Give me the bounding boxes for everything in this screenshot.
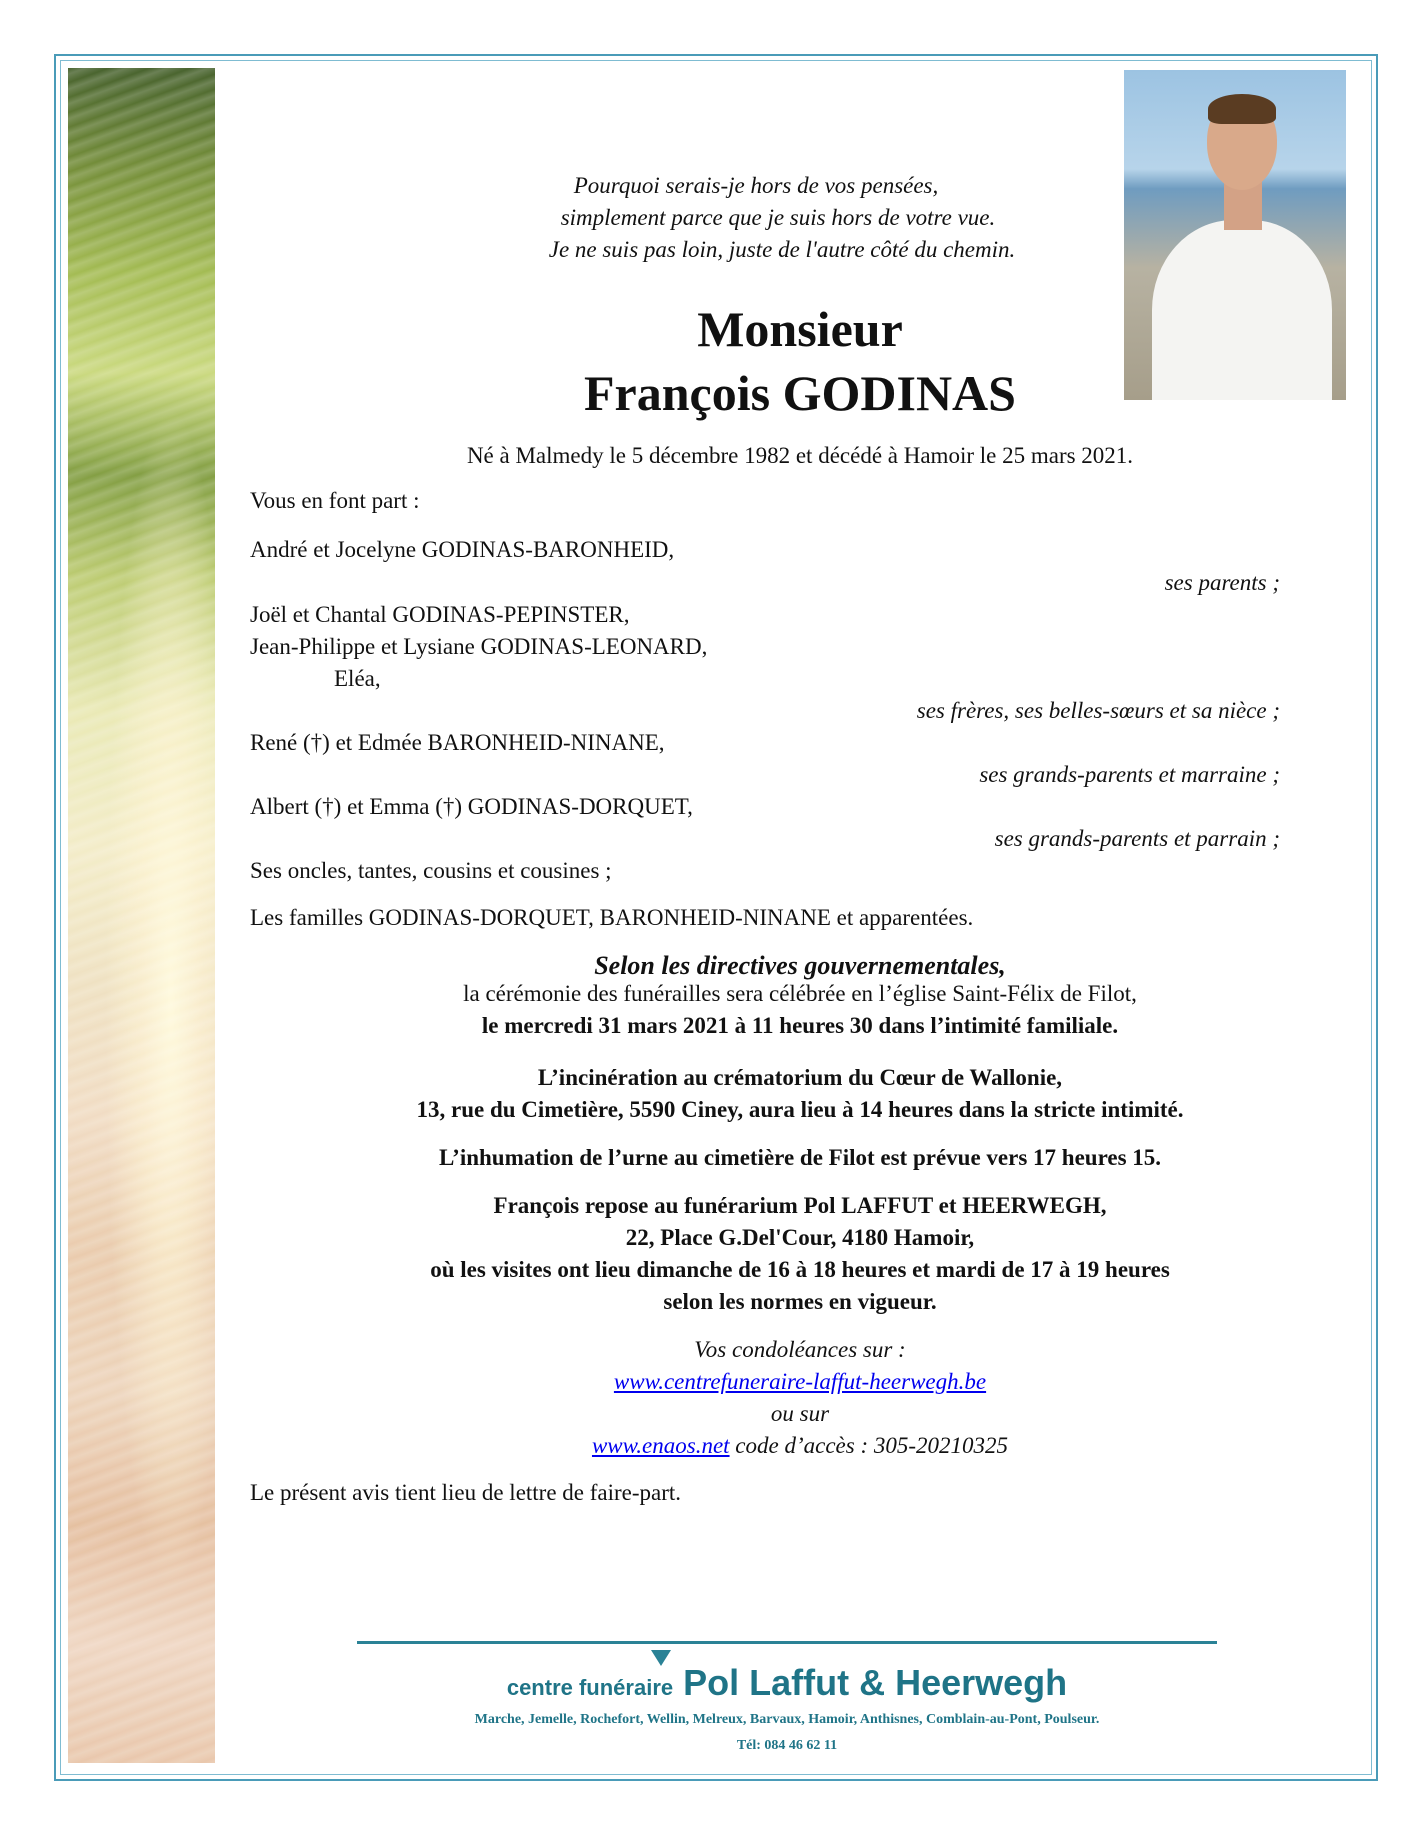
parents-relation: ses parents ; — [1164, 570, 1280, 595]
ceremony-heading: Selon les directives gouvernementales, — [594, 951, 1006, 980]
access-code: code d’accès : 305-20210325 — [729, 1433, 1009, 1458]
condolences-link-1[interactable]: www.centrefuneraire-laffut-heerwegh.be — [613, 1369, 987, 1394]
forest-path-image — [68, 68, 215, 1763]
visitation-line-2: 22, Place G.Del'Cour, 4180 Hamoir, — [625, 1225, 975, 1250]
condolences-link-2[interactable]: www.enaos.net — [591, 1433, 730, 1458]
condolences-or: ou sur — [770, 1401, 830, 1426]
cremation-line-2: 13, rue du Cimetière, 5590 Ciney, aura lieu à 14 heures dans la stricte intimité. — [416, 1097, 1184, 1122]
grandparents2-relation: ses grands-parents et parrain ; — [994, 826, 1280, 851]
visitation-line-4: selon les normes en vigueur. — [663, 1289, 937, 1314]
ceremony-block — [270, 950, 1330, 1042]
burial-block — [270, 1142, 1330, 1174]
grandparents1-names: René (†) et Edmée BARONHEID-NINANE, — [250, 730, 665, 755]
families-line: Les familles GODINAS-DORQUET, BARONHEID-NINANE et apparentées. — [250, 905, 974, 930]
visitation-block — [270, 1190, 1330, 1318]
logo-name: Pol Laffut & Heerwegh — [683, 1662, 1068, 1703]
uncles-aunts: Ses oncles, tantes, cousins et cousines ; — [250, 858, 612, 883]
parents-names: André et Jocelyne GODINAS-BARONHEID, — [250, 537, 675, 562]
visitation-line-1: François repose au funérarium Pol LAFFUT et HEERWEGH, — [493, 1193, 1107, 1218]
logo-prefix: centre funéraire — [506, 1675, 674, 1700]
notice-content — [250, 0, 1310, 1833]
title-name: François GODINAS — [584, 365, 1016, 421]
grandparents2-names: Albert (†) et Emma (†) GODINAS-DORQUET, — [250, 794, 693, 819]
grandparents1-relation: ses grands-parents et marraine ; — [979, 762, 1280, 787]
cremation-block — [270, 1062, 1330, 1126]
poem — [250, 170, 1310, 266]
siblings-line-3: Eléa, — [334, 666, 381, 691]
poem-line: simplement parce que je suis hors de votre vue. — [560, 205, 996, 230]
footer-divider — [357, 1641, 1217, 1644]
visitation-line-3: où les visites ont lieu dimanche de 16 à 18 heures et mardi de 17 à 19 heures — [430, 1257, 1170, 1282]
closing-text: Le présent avis tient lieu de lettre de faire-part. — [250, 1480, 682, 1505]
siblings-line-2: Jean-Philippe et Lysiane GODINAS-LEONARD, — [250, 634, 708, 659]
ceremony-line-1: la cérémonie des funérailles sera célébrée en l’église Saint-Félix de Filot, — [463, 981, 1137, 1006]
poem-line: Pourquoi serais-je hors de vos pensées, — [573, 173, 939, 198]
footer-phone: Tél: 084 46 62 11 — [736, 1738, 838, 1753]
siblings-relation: ses frères, ses belles-sœurs et sa nièce ; — [916, 698, 1280, 723]
siblings-line-1: Joël et Chantal GODINAS-PEPINSTER, — [250, 602, 630, 627]
intro-text: Vous en font part : — [250, 488, 420, 513]
cremation-line-1: L’incinération au crématorium du Cœur de Wallonie, — [537, 1065, 1063, 1090]
condolences-intro: Vos condoléances sur : — [694, 1337, 906, 1362]
poem-line: Je ne suis pas loin, juste de l'autre côté du chemin. — [548, 237, 1016, 262]
ceremony-line-2: le mercredi 31 mars 2021 à 11 heures 30 dans l’intimité familiale. — [481, 1013, 1119, 1038]
burial-line: L’inhumation de l’urne au cimetière de Filot est prévue vers 17 heures 15. — [438, 1145, 1162, 1170]
birth-death-dates: Né à Malmedy le 5 décembre 1982 et décédé à Hamoir le 25 mars 2021. — [466, 443, 1134, 468]
footer-cities: Marche, Jemelle, Rochefort, Wellin, Melreux, Barvaux, Hamoir, Anthisnes, Comblain-au-Pont, Poulseur. — [474, 1712, 1100, 1727]
title-honorific: Monsieur — [697, 301, 903, 357]
condolences-block — [270, 1334, 1330, 1462]
funeral-home-logo — [357, 1662, 1217, 1704]
